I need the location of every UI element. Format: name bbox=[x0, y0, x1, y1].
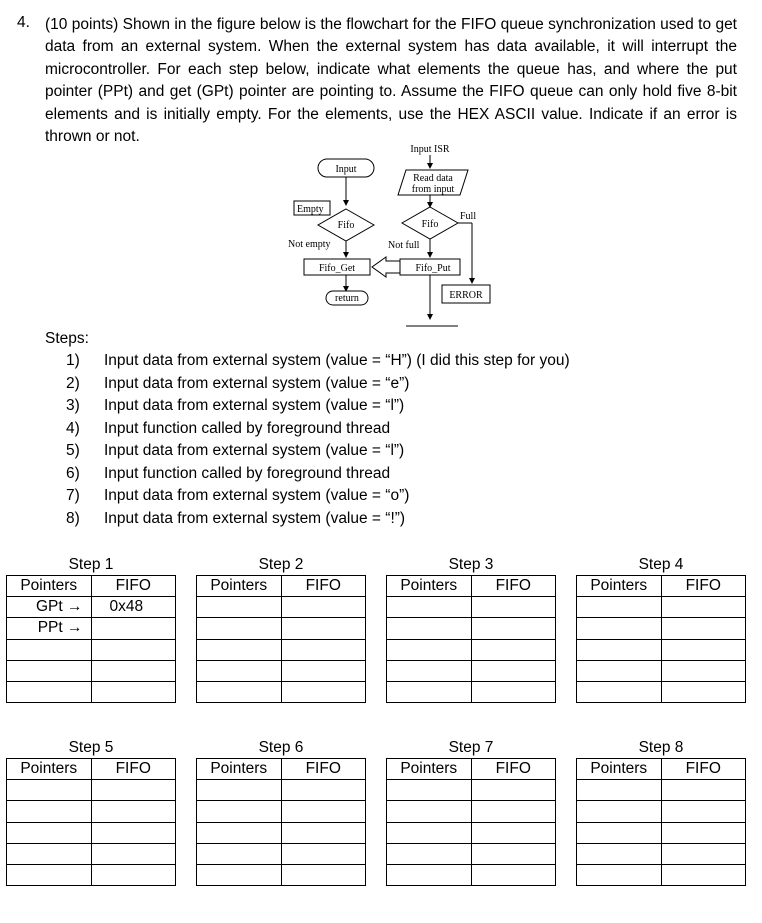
fc-empty-label: Empty bbox=[297, 204, 324, 215]
fifo-cell[interactable] bbox=[91, 864, 176, 885]
step-table-block bbox=[576, 738, 746, 886]
table-row bbox=[7, 822, 176, 843]
pointer-cell[interactable] bbox=[197, 864, 282, 885]
pointer-cell[interactable] bbox=[7, 660, 92, 681]
step-table-block bbox=[6, 738, 176, 886]
step-table-block bbox=[576, 555, 746, 703]
table-row bbox=[197, 660, 366, 681]
table-row bbox=[197, 822, 366, 843]
question-number: 4. bbox=[17, 14, 30, 31]
pointers-header: Pointers bbox=[387, 576, 472, 597]
steps-heading: Steps: bbox=[45, 330, 89, 347]
fc-fifo-put-label: Fifo_Put bbox=[415, 263, 451, 274]
table-row bbox=[387, 660, 556, 681]
table-row bbox=[577, 843, 746, 864]
step-item: 2) Input data from external system (value = “e”) bbox=[66, 374, 410, 392]
fifo-cell[interactable] bbox=[91, 660, 176, 681]
table-row bbox=[387, 780, 556, 801]
step-item: 4) Input function called by foreground thread bbox=[66, 419, 391, 437]
fifo-cell[interactable] bbox=[91, 639, 176, 660]
fifo-cell[interactable] bbox=[281, 801, 366, 822]
pointer-cell[interactable] bbox=[387, 639, 472, 660]
table-row bbox=[197, 864, 366, 885]
step-item: 1) Input data from external system (value = “H”) (I did this step for you) bbox=[66, 352, 570, 369]
pointer-cell[interactable] bbox=[7, 780, 92, 801]
pointer-cell[interactable] bbox=[197, 801, 282, 822]
table-row bbox=[7, 780, 176, 801]
fifo-cell[interactable] bbox=[471, 639, 556, 660]
step-table-block bbox=[6, 555, 176, 703]
pointer-cell[interactable] bbox=[197, 618, 282, 639]
fifo-cell[interactable] bbox=[91, 681, 176, 702]
pointer-cell[interactable] bbox=[197, 639, 282, 660]
fifo-cell[interactable] bbox=[281, 780, 366, 801]
fifo-cell[interactable] bbox=[471, 843, 556, 864]
pointer-cell[interactable] bbox=[387, 597, 472, 618]
fc-read-data-label-1: Read data bbox=[413, 173, 453, 184]
step-item: 7) Input data from external system (value = “o”) bbox=[66, 487, 410, 504]
pointer-cell[interactable] bbox=[577, 639, 662, 660]
step-table-title: Step 7 bbox=[448, 739, 494, 756]
pointer-cell[interactable] bbox=[197, 681, 282, 702]
fifo-cell[interactable] bbox=[91, 843, 176, 864]
fifo-cell[interactable] bbox=[91, 618, 176, 639]
table-row bbox=[387, 681, 556, 702]
put-to-get-arrow bbox=[372, 257, 400, 277]
fifo-cell[interactable]: 0x48 bbox=[91, 597, 176, 618]
step-table-title: Step 2 bbox=[258, 556, 304, 573]
step-table bbox=[576, 575, 746, 703]
fc-error-label: ERROR bbox=[449, 290, 483, 301]
fifo-cell[interactable] bbox=[661, 843, 746, 864]
table-row bbox=[577, 639, 746, 660]
pointer-cell[interactable] bbox=[387, 843, 472, 864]
step-item: 8) Input data from external system (value = “!”) bbox=[66, 509, 406, 527]
table-row bbox=[197, 597, 366, 618]
pointer-cell[interactable] bbox=[7, 822, 92, 843]
fifo-cell[interactable] bbox=[91, 780, 176, 801]
table-row bbox=[387, 618, 556, 639]
pointers-header: Pointers bbox=[577, 576, 662, 597]
pointer-cell[interactable] bbox=[387, 618, 472, 639]
step-table-block bbox=[196, 555, 366, 703]
pointer-cell[interactable]: PPt → bbox=[7, 618, 92, 639]
fifo-cell[interactable] bbox=[281, 864, 366, 885]
step-table bbox=[576, 758, 746, 886]
pointer-cell[interactable] bbox=[7, 801, 92, 822]
fifo-cell[interactable] bbox=[471, 864, 556, 885]
pointer-cell[interactable] bbox=[387, 780, 472, 801]
step-item: 5) Input data from external system (value = “l”) bbox=[66, 442, 405, 459]
table-row bbox=[387, 639, 556, 660]
step-table-title: Step 4 bbox=[638, 556, 684, 573]
fifo-cell[interactable] bbox=[471, 780, 556, 801]
table-row bbox=[577, 822, 746, 843]
fifo-cell[interactable] bbox=[661, 681, 746, 702]
fc-fifo-left-label: Fifo bbox=[337, 220, 355, 231]
pointer-cell[interactable] bbox=[577, 801, 662, 822]
table-header-row bbox=[577, 576, 746, 597]
pointer-cell[interactable] bbox=[577, 597, 662, 618]
pointer-cell[interactable] bbox=[577, 681, 662, 702]
pointer-cell[interactable] bbox=[577, 822, 662, 843]
pointers-header: Pointers bbox=[197, 759, 282, 780]
table-row bbox=[7, 639, 176, 660]
pointer-cell[interactable] bbox=[577, 780, 662, 801]
fifo-cell[interactable] bbox=[281, 681, 366, 702]
step-item: 6) Input function called by foreground thread bbox=[66, 464, 391, 482]
table-row bbox=[7, 864, 176, 885]
step-table-block bbox=[386, 555, 556, 703]
table-row bbox=[197, 681, 366, 702]
pointer-cell[interactable] bbox=[7, 681, 92, 702]
fifo-cell[interactable] bbox=[471, 801, 556, 822]
table-row bbox=[577, 780, 746, 801]
step-table-block bbox=[386, 738, 556, 886]
fifo-cell[interactable] bbox=[471, 597, 556, 618]
table-row bbox=[197, 618, 366, 639]
table-row bbox=[197, 780, 366, 801]
step-table-block bbox=[196, 738, 366, 886]
step-table-title: Step 5 bbox=[68, 739, 114, 756]
fifo-cell[interactable] bbox=[471, 822, 556, 843]
fifo-cell[interactable] bbox=[91, 822, 176, 843]
pointer-cell[interactable] bbox=[387, 660, 472, 681]
table-row bbox=[577, 618, 746, 639]
fifo-cell[interactable] bbox=[281, 618, 366, 639]
table-row bbox=[7, 801, 176, 822]
fifo-cell[interactable] bbox=[661, 864, 746, 885]
step-item: 3) Input data from external system (value = “l”) bbox=[66, 397, 405, 414]
fifo-cell[interactable] bbox=[281, 660, 366, 681]
fifo-cell[interactable] bbox=[471, 618, 556, 639]
fifo-header: FIFO bbox=[281, 576, 366, 597]
pointer-cell[interactable] bbox=[7, 639, 92, 660]
table-row bbox=[7, 681, 176, 702]
pointers-header: Pointers bbox=[197, 576, 282, 597]
table-header-row bbox=[7, 759, 176, 780]
pointers-header: Pointers bbox=[7, 576, 92, 597]
table-header-row bbox=[577, 759, 746, 780]
table-header-row bbox=[387, 759, 556, 780]
table-row bbox=[7, 618, 176, 639]
fifo-cell[interactable] bbox=[91, 801, 176, 822]
steps-list bbox=[66, 350, 570, 530]
table-header-row bbox=[197, 759, 366, 780]
pointer-cell[interactable] bbox=[7, 843, 92, 864]
pointers-header: Pointers bbox=[577, 759, 662, 780]
table-row bbox=[197, 843, 366, 864]
pointer-cell[interactable]: GPt → bbox=[7, 597, 92, 618]
fifo-cell[interactable] bbox=[661, 780, 746, 801]
fifo-header: FIFO bbox=[661, 576, 746, 597]
pointer-cell[interactable] bbox=[577, 618, 662, 639]
step-table bbox=[6, 758, 176, 886]
table-row bbox=[387, 597, 556, 618]
flowchart bbox=[270, 143, 510, 338]
step-table-title: Step 6 bbox=[258, 739, 304, 756]
fifo-cell[interactable] bbox=[281, 843, 366, 864]
pointers-header: Pointers bbox=[7, 759, 92, 780]
pointer-cell[interactable] bbox=[577, 843, 662, 864]
table-row bbox=[577, 597, 746, 618]
table-row bbox=[577, 864, 746, 885]
table-row bbox=[387, 864, 556, 885]
table-row bbox=[7, 660, 176, 681]
fc-return-label: return bbox=[335, 293, 359, 304]
pointer-cell[interactable] bbox=[387, 822, 472, 843]
table-row bbox=[577, 801, 746, 822]
step-table-title: Step 3 bbox=[448, 556, 494, 573]
pointer-cell[interactable] bbox=[197, 597, 282, 618]
fifo-cell[interactable] bbox=[471, 660, 556, 681]
step-table bbox=[386, 575, 556, 703]
step-table-title: Step 8 bbox=[638, 739, 684, 756]
fifo-header: FIFO bbox=[471, 759, 556, 780]
table-row bbox=[387, 822, 556, 843]
table-row bbox=[387, 843, 556, 864]
table-row bbox=[7, 843, 176, 864]
pointer-cell[interactable] bbox=[7, 864, 92, 885]
fc-input-label: Input bbox=[335, 164, 357, 175]
fc-full-label: Full bbox=[460, 211, 477, 222]
step-table bbox=[386, 758, 556, 886]
fifo-cell[interactable] bbox=[281, 822, 366, 843]
step-table bbox=[6, 575, 176, 703]
fifo-cell[interactable] bbox=[661, 822, 746, 843]
fifo-cell[interactable] bbox=[661, 618, 746, 639]
fifo-header: FIFO bbox=[661, 759, 746, 780]
table-row bbox=[387, 801, 556, 822]
table-header-row bbox=[197, 576, 366, 597]
fifo-header: FIFO bbox=[91, 576, 176, 597]
question-text: (10 points) Shown in the figure below is the flowchart for the FIFO queue synchronization used to get data from an external system. When the external system has data available, it will interrupt the microcontroller. For each step below, indicate what elements the queue has, and where the put pointer (PPt) and get (GPt) pointer are pointing to. Assume the FIFO queue can only hold five 8-bit elements and is initially empty. For the elements, use the HEX ASCII value. Indicate if an error is thrown or not. bbox=[45, 16, 737, 146]
pointer-cell[interactable] bbox=[197, 660, 282, 681]
table-header-row bbox=[387, 576, 556, 597]
pointer-cell[interactable] bbox=[387, 681, 472, 702]
fc-fifo-right-label: Fifo bbox=[421, 219, 439, 230]
table-row bbox=[7, 597, 176, 618]
step-table bbox=[196, 575, 366, 703]
table-header-row bbox=[7, 576, 176, 597]
fifo-header: FIFO bbox=[471, 576, 556, 597]
fifo-cell[interactable] bbox=[661, 597, 746, 618]
pointer-cell[interactable] bbox=[387, 864, 472, 885]
fifo-cell[interactable] bbox=[471, 681, 556, 702]
fifo-header: FIFO bbox=[281, 759, 366, 780]
table-row bbox=[197, 639, 366, 660]
pointer-cell[interactable] bbox=[577, 660, 662, 681]
step-table-title: Step 1 bbox=[68, 556, 114, 573]
pointer-cell[interactable] bbox=[577, 864, 662, 885]
step-table bbox=[196, 758, 366, 886]
fc-input-isr-label: Input ISR bbox=[410, 144, 450, 155]
fc-not-full-label: Not full bbox=[388, 240, 420, 251]
fifo-cell[interactable] bbox=[661, 801, 746, 822]
fifo-cell[interactable] bbox=[661, 639, 746, 660]
fc-read-data-label-2: from input bbox=[411, 184, 455, 195]
pointer-cell[interactable] bbox=[197, 822, 282, 843]
fifo-cell[interactable] bbox=[281, 597, 366, 618]
fifo-header: FIFO bbox=[91, 759, 176, 780]
fifo-cell[interactable] bbox=[281, 639, 366, 660]
pointer-cell[interactable] bbox=[197, 780, 282, 801]
pointer-cell[interactable] bbox=[197, 843, 282, 864]
pointer-cell[interactable] bbox=[387, 801, 472, 822]
fc-fifo-get-label: Fifo_Get bbox=[318, 263, 356, 274]
table-row bbox=[577, 660, 746, 681]
table-row bbox=[197, 801, 366, 822]
fc-not-empty-label: Not empty bbox=[288, 239, 331, 250]
pointers-header: Pointers bbox=[387, 759, 472, 780]
fifo-cell[interactable] bbox=[661, 660, 746, 681]
table-row bbox=[577, 681, 746, 702]
